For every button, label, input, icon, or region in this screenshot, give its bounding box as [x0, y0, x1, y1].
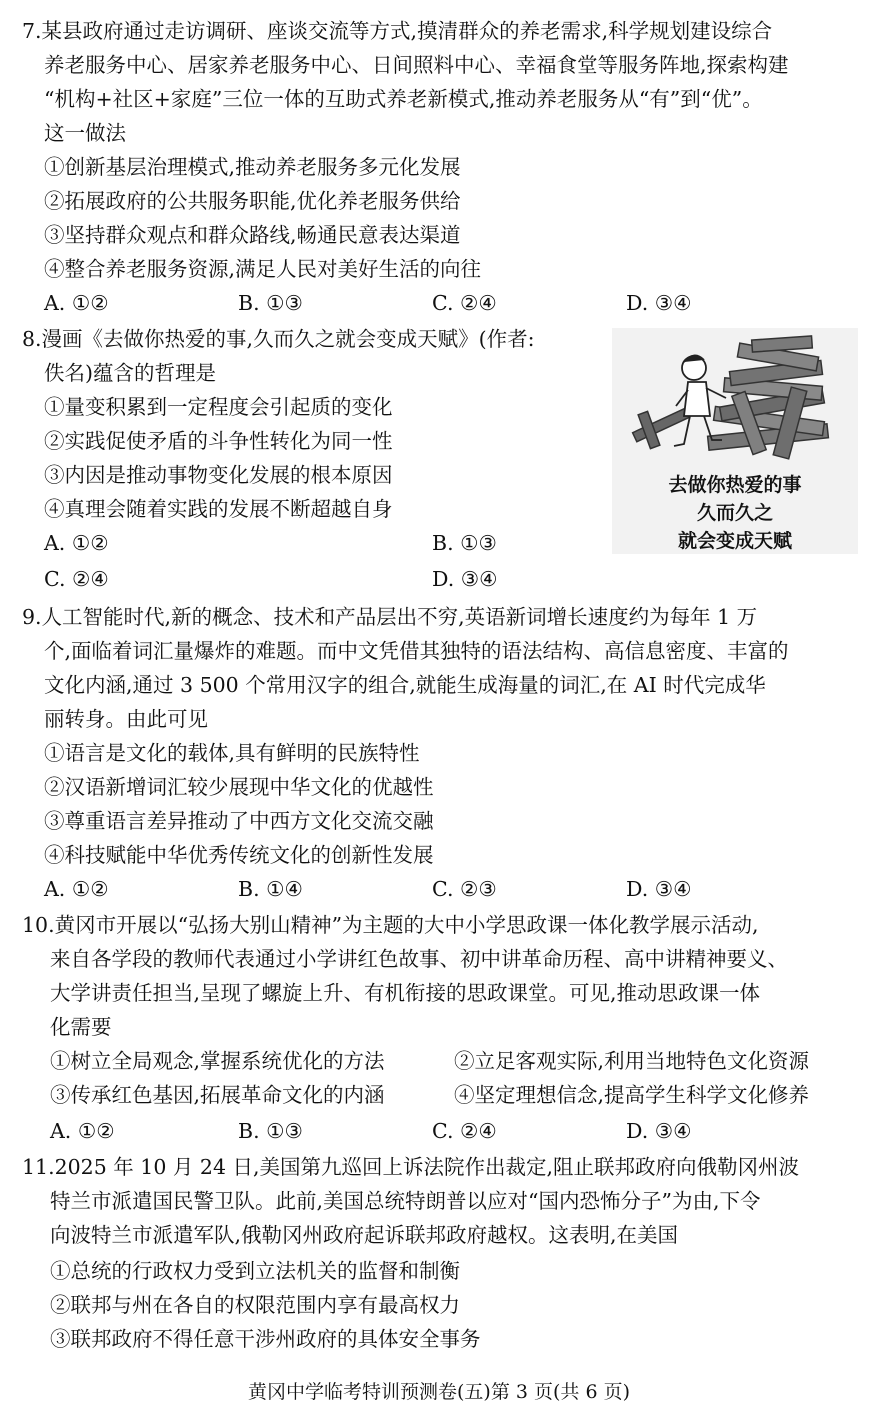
q7-item-1: ①创新基层治理模式,推动养老服务多元化发展	[44, 155, 461, 179]
q7-stem-line-2: 养老服务中心、居家养老服务中心、日间照料中心、幸福食堂等服务阵地,探索构建	[44, 53, 789, 77]
q10-option-c: C. ②④	[432, 1119, 497, 1143]
q8-item-2: ②实践促使矛盾的斗争性转化为同一性	[44, 429, 393, 453]
q7-stem-line-3: “机构+社区+家庭”三位一体的互助式养老新模式,推动养老服务从“有”到“优”。	[44, 87, 763, 111]
q10-item-3: ③传承红色基因,拓展革命文化的内涵	[50, 1083, 385, 1107]
q11-stem-line-1: 11.2025 年 10 月 24 日,美国第九巡回上诉法院作出裁定,阻止联邦政府向俄勒冈州波	[22, 1155, 800, 1179]
q8-option-c: C. ②④	[44, 567, 109, 591]
q9-option-d: D. ③④	[626, 877, 692, 901]
q10-item-2: ②立足客观实际,利用当地特色文化资源	[454, 1049, 810, 1073]
q10-item-1: ①树立全局观念,掌握系统优化的方法	[50, 1049, 385, 1073]
q8-item-3: ③内因是推动事物变化发展的根本原因	[44, 463, 393, 487]
q10-stem-line-3: 大学讲责任担当,呈现了螺旋上升、有机衔接的思政课堂。可见,推动思政课一体	[50, 981, 761, 1005]
q7-option-c: C. ②④	[432, 291, 497, 315]
q11-item-2: ②联邦与州在各自的权限范围内享有最高权力	[50, 1293, 460, 1317]
q10-option-d: D. ③④	[626, 1119, 692, 1143]
cartoon-caption-line-1: 去做你热爱的事	[668, 474, 802, 496]
q9-option-b: B. ①④	[238, 877, 303, 901]
q8-option-b: B. ①③	[432, 531, 497, 555]
q11-item-1: ①总统的行政权力受到立法机关的监督和制衡	[50, 1259, 460, 1283]
q8-item-1: ①量变积累到一定程度会引起质的变化	[44, 395, 393, 419]
cartoon-caption-line-3: 就会变成天赋	[677, 530, 792, 552]
q7-stem-line-1: 7.某县政府通过走访调研、座谈交流等方式,摸清群众的养老需求,科学规划建设综合	[22, 19, 773, 43]
q9-option-a: A. ①②	[44, 877, 109, 901]
q10-item-4: ④坚定理想信念,提高学生科学文化修养	[454, 1083, 810, 1107]
q11-stem-line-3: 向波特兰市派遣军队,俄勒冈州政府起诉联邦政府越权。这表明,在美国	[50, 1223, 679, 1247]
q11-item-3: ③联邦政府不得任意干涉州政府的具体安全事务	[50, 1327, 481, 1351]
q9-item-2: ②汉语新增词汇较少展现中华文化的优越性	[44, 775, 434, 799]
q10-stem-line-2: 来自各学段的教师代表通过小学讲红色故事、初中讲革命历程、高中讲精神要义、	[50, 947, 788, 971]
q10-stem-line-4: 化需要	[50, 1015, 112, 1039]
q7-option-d: D. ③④	[626, 291, 692, 315]
q8-stem-line-2: 佚名)蕴含的哲理是	[44, 361, 216, 385]
q10-option-b: B. ①③	[238, 1119, 303, 1143]
q8-option-d: D. ③④	[432, 567, 498, 591]
page-footer: 黄冈中学临考特训预测卷(五)第 3 页(共 6 页)	[248, 1381, 630, 1403]
q7-item-2: ②拓展政府的公共服务职能,优化养老服务供给	[44, 189, 461, 213]
q8-option-a: A. ①②	[44, 531, 109, 555]
q11-stem-line-2: 特兰市派遣国民警卫队。此前,美国总统特朗普以应对“国内恐怖分子”为由,下令	[50, 1189, 761, 1213]
cartoon-caption-line-2: 久而久之	[696, 502, 773, 524]
q7-item-3: ③坚持群众观点和群众路线,畅通民意表达渠道	[44, 223, 461, 247]
q9-item-1: ①语言是文化的载体,具有鲜明的民族特性	[44, 741, 420, 765]
q8-item-4: ④真理会随着实践的发展不断超越自身	[44, 497, 393, 521]
q10-stem-line-1: 10.黄冈市开展以“弘扬大别山精神”为主题的大中小学思政课一体化教学展示活动,	[22, 913, 759, 937]
q7-item-4: ④整合养老服务资源,满足人民对美好生活的向往	[44, 257, 482, 281]
q9-stem-line-1: 9.人工智能时代,新的概念、技术和产品层出不穷,英语新词增长速度约为每年 1 万	[22, 605, 758, 629]
q9-stem-line-4: 丽转身。由此可见	[44, 707, 208, 731]
q9-stem-line-3: 文化内涵,通过 3 500 个常用汉字的组合,就能生成海量的词汇,在 AI 时代完成华	[44, 673, 766, 697]
q9-item-4: ④科技赋能中华优秀传统文化的创新性发展	[44, 843, 434, 867]
q9-option-c: C. ②③	[432, 877, 497, 901]
q9-stem-line-2: 个,面临着词汇量爆炸的难题。而中文凭借其独特的语法结构、高信息密度、丰富的	[44, 639, 789, 663]
q7-option-a: A. ①②	[44, 291, 109, 315]
q10-option-a: A. ①②	[50, 1119, 115, 1143]
q9-item-3: ③尊重语言差异推动了中西方文化交流交融	[44, 809, 434, 833]
q7-option-b: B. ①③	[238, 291, 303, 315]
q7-stem-line-4: 这一做法	[44, 121, 126, 145]
q8-stem-line-1: 8.漫画《去做你热爱的事,久而久之就会变成天赋》(作者:	[22, 327, 535, 351]
